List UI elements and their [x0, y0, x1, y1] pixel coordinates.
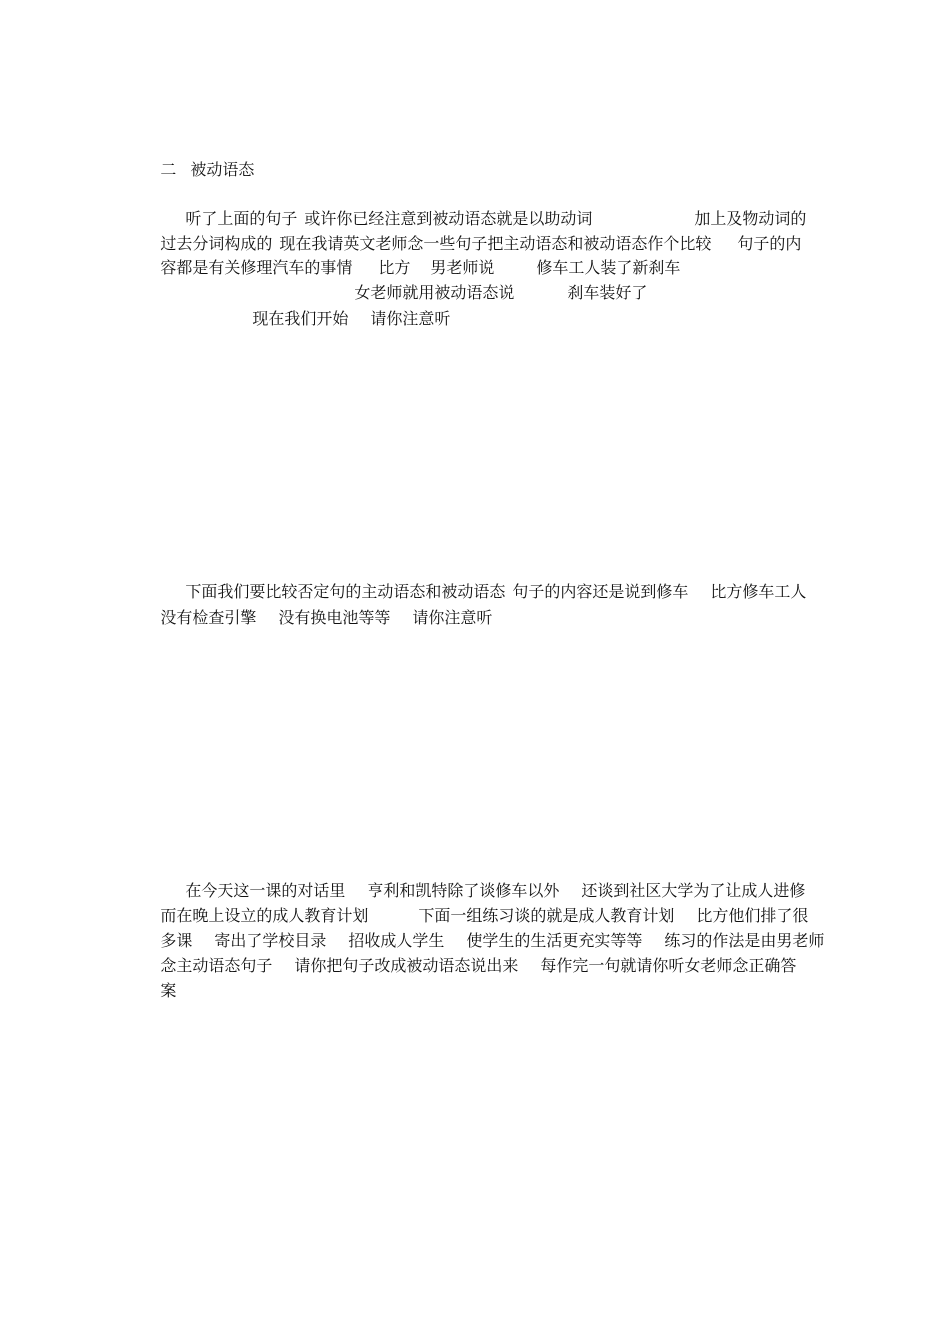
section-heading	[140, 146, 254, 194]
paragraph-2-line-2	[140, 594, 492, 642]
text-segment: 每作完一句就请你听女老师念正确答	[540, 956, 797, 975]
section-title: 被动语态	[190, 160, 255, 179]
text-segment: 加上及物动词的	[694, 209, 807, 228]
paragraph-3-line-4	[140, 942, 796, 990]
text-segment: 没有检查引擎	[160, 608, 257, 627]
text-segment: 练习的作法是由男老师	[664, 931, 825, 950]
text-segment: 请你注意听	[412, 608, 493, 627]
text-segment: 寄出了学校目录	[214, 931, 327, 950]
text-segment: 句子的内	[737, 234, 802, 253]
text-segment: 亨利和凯特除了谈修车以外	[367, 881, 560, 900]
text-segment: 修车工人装了新刹车	[536, 258, 681, 277]
text-segment: 念主动语态句子	[160, 956, 273, 975]
text-segment: 而在晚上设立的成人教育计划	[160, 906, 369, 925]
text-segment: 比方他们排了很	[696, 906, 809, 925]
text-segment: 男老师说	[430, 258, 495, 277]
text-segment: 容都是有关修理汽车的事情	[160, 258, 353, 277]
text-segment: 句子的内容还是说到修车	[512, 582, 689, 601]
text-segment: 案	[160, 981, 177, 1000]
text-segment: 还谈到社区大学为了让成人进修	[581, 881, 806, 900]
text-segment: 过去分词构成的	[160, 234, 273, 253]
text-segment: 在今天这一课的对话里	[185, 881, 346, 900]
paragraph-3-line-5	[140, 967, 176, 1015]
text-segment: 没有换电池等等	[278, 608, 391, 627]
text-segment: 请你注意听	[370, 309, 451, 328]
text-segment: 刹车装好了	[567, 283, 648, 302]
text-segment: 现在我请英文老师念一些句子把主动语态和被动语态作个比较	[279, 234, 712, 253]
text-segment: 比方修车工人	[710, 582, 807, 601]
text-segment: 下面一组练习谈的就是成人教育计划	[418, 906, 675, 925]
text-segment: 比方	[378, 258, 411, 277]
section-number: 二	[160, 160, 177, 179]
text-segment: 请你把句子改成被动语态说出来	[294, 956, 519, 975]
text-segment: 下面我们要比较否定句的主动语态和被动语态	[185, 582, 506, 601]
text-segment: 使学生的生活更充实等等	[466, 931, 643, 950]
text-segment: 多课	[160, 931, 193, 950]
paragraph-1-line-5	[232, 295, 450, 343]
text-segment: 或许你已经注意到被动语态就是以助动词	[304, 209, 593, 228]
text-segment: 听了上面的句子	[185, 209, 298, 228]
text-segment: 女老师就用被动语态说	[354, 283, 515, 302]
text-segment: 招收成人学生	[348, 931, 445, 950]
text-segment: 现在我们开始	[252, 309, 349, 328]
